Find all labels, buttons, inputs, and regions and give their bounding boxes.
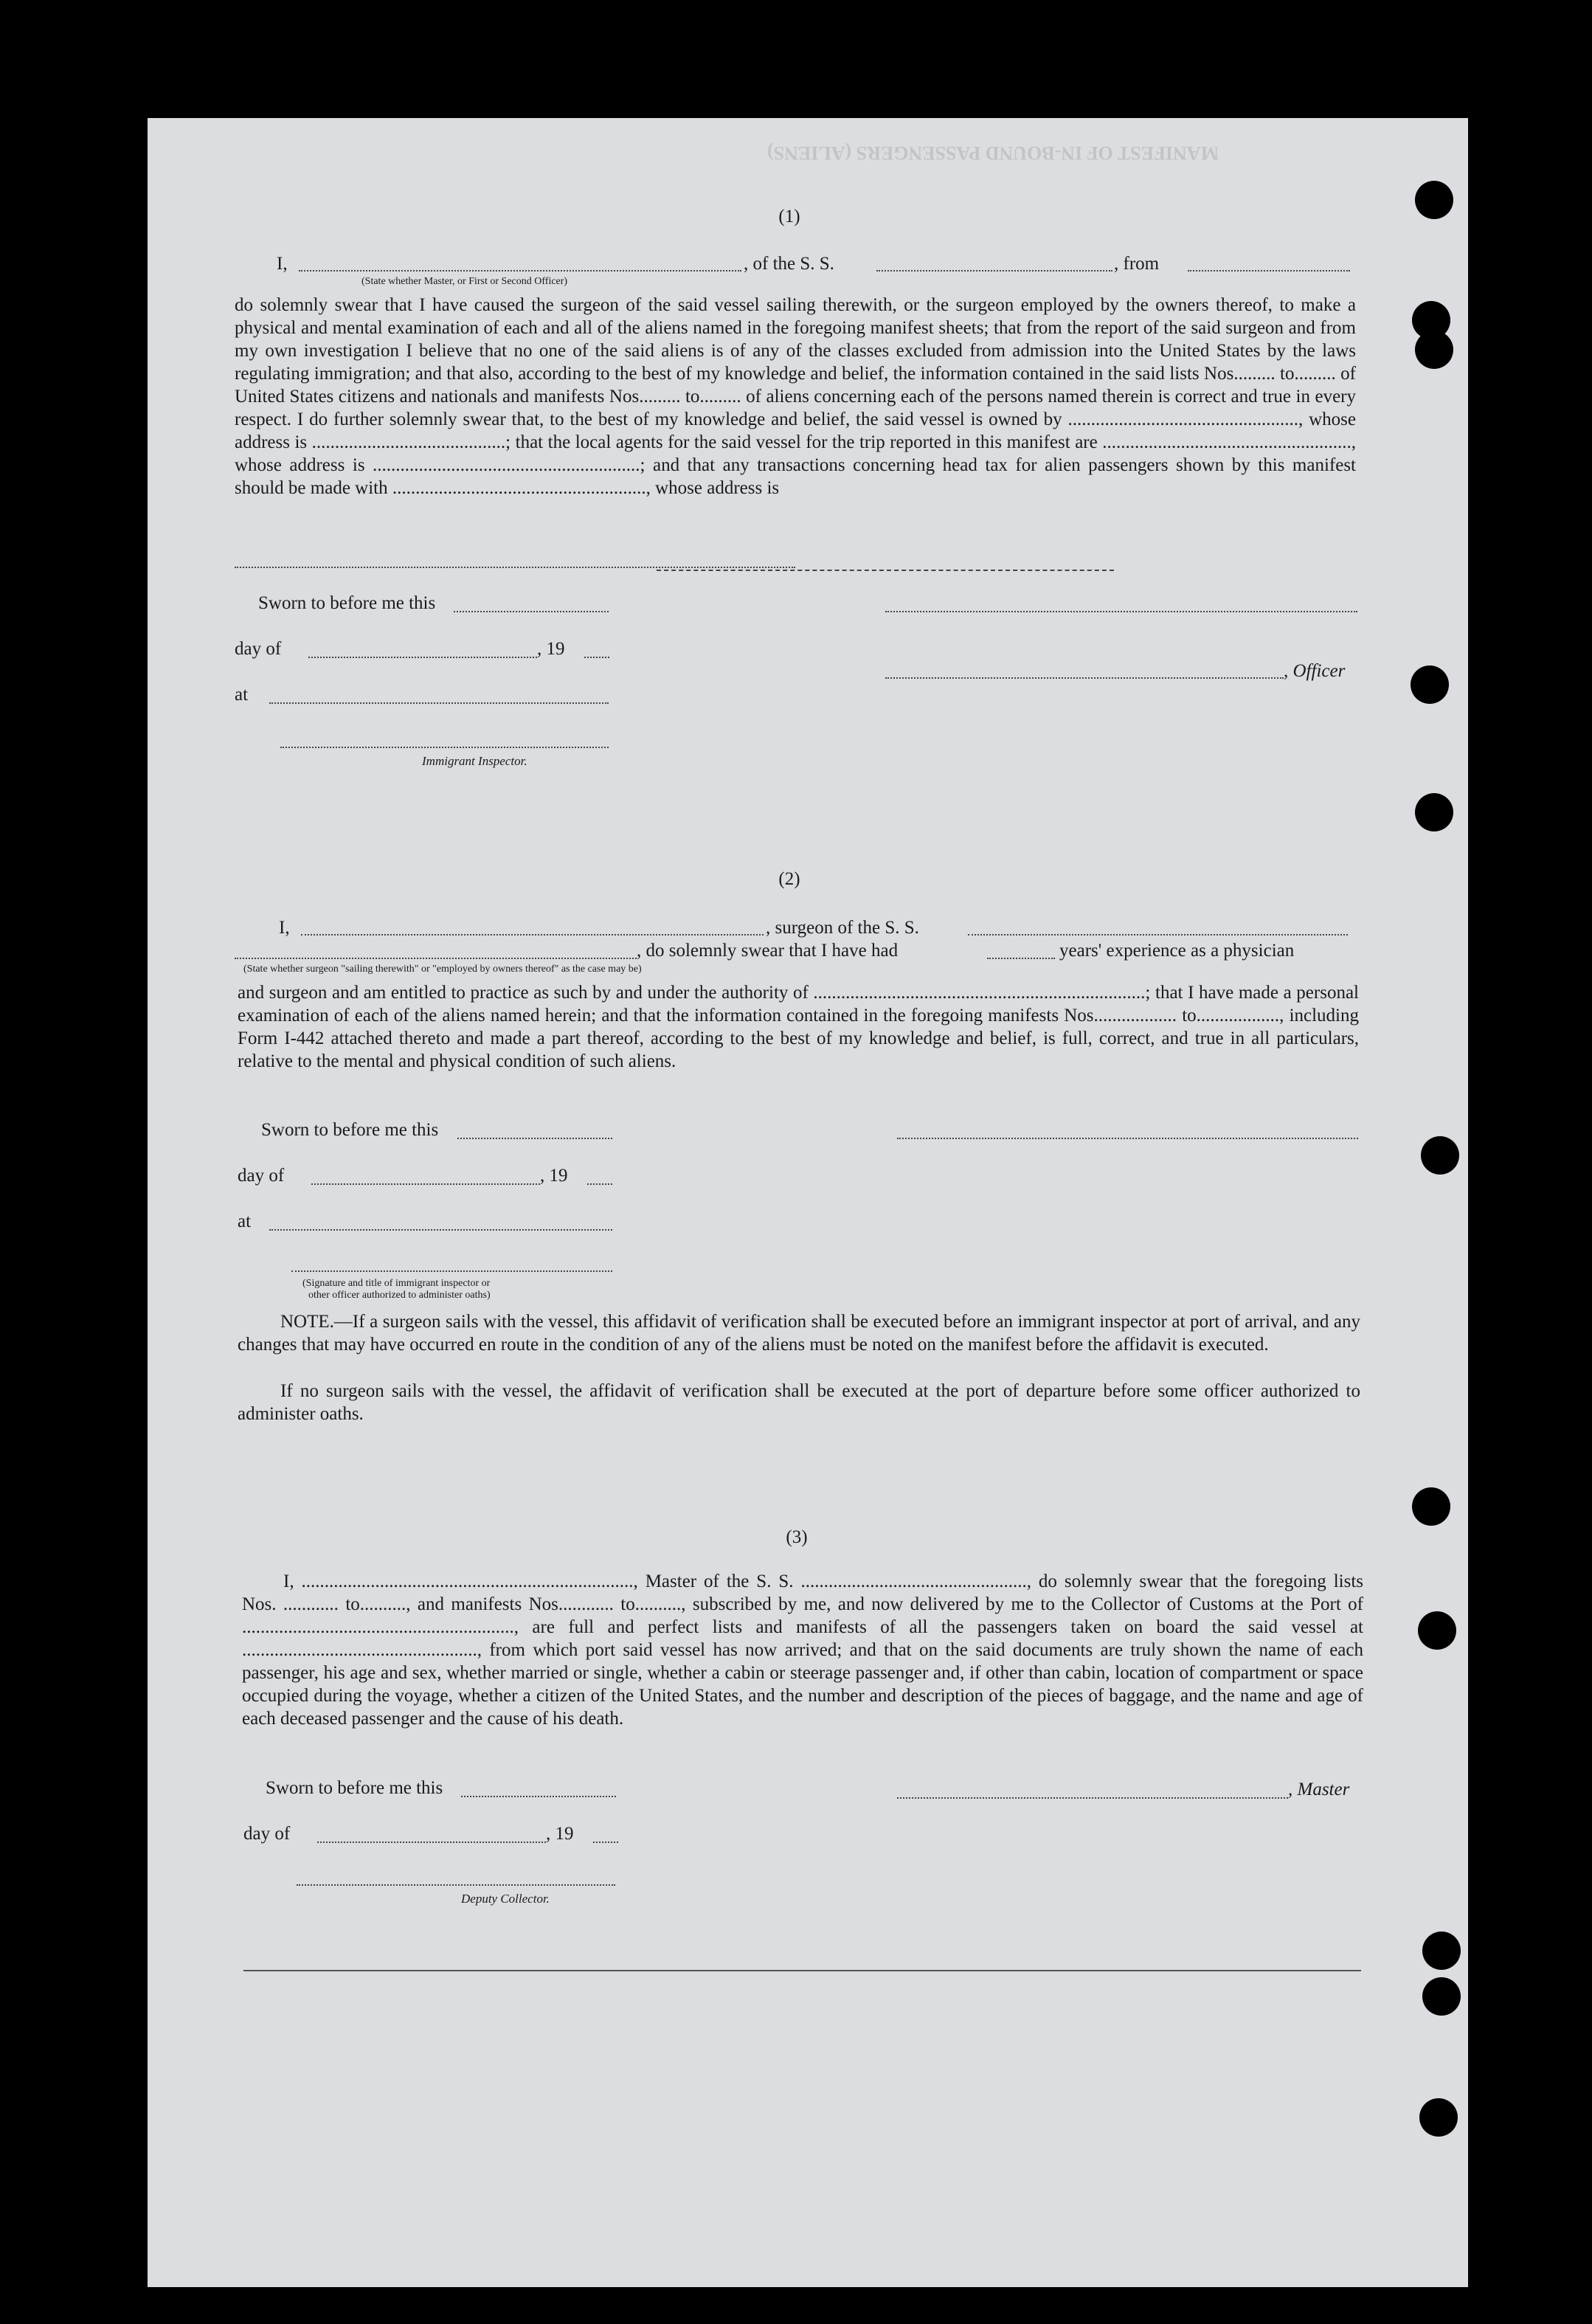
s2-signature-caption-2: other officer authorized to administer oaths) xyxy=(308,1290,491,1301)
s1-agent-address-line xyxy=(235,567,795,568)
s2-year-label: , 19 xyxy=(540,1166,568,1186)
manifest-page xyxy=(148,118,1468,2287)
s1-from-port-line xyxy=(1188,270,1350,272)
s2-day-label: day of xyxy=(238,1166,285,1186)
punch-hole xyxy=(1415,181,1453,219)
section-3-number: (3) xyxy=(786,1527,808,1547)
s2-surgeon-caption: (State whether surgeon "sailing therewith" or "employed by owners thereof" as the case may be) xyxy=(243,964,642,975)
s2-day-line xyxy=(311,1183,540,1185)
s1-officer-line xyxy=(885,677,1284,679)
s3-day-label: day of xyxy=(243,1824,291,1844)
s2-sworn-label: Sworn to before me this xyxy=(261,1120,439,1140)
s1-dashed-line xyxy=(657,570,1114,571)
s1-from-label: , from xyxy=(1114,254,1160,274)
bleed-through-text: MANIFEST OF IN-BOUND PASSENGERS (ALIENS) xyxy=(767,142,1219,164)
punch-hole xyxy=(1419,2098,1458,2137)
s1-officer-caption: (State whether Master, or First or Second Officer) xyxy=(361,276,568,287)
punch-hole xyxy=(1422,1977,1461,2016)
s2-i-label: I, xyxy=(279,918,290,938)
s2-surgeon-signature-line xyxy=(897,1138,1358,1139)
punch-hole xyxy=(1422,1932,1461,1970)
s1-i-label: I, xyxy=(277,254,288,274)
bottom-rule xyxy=(243,1970,1361,1971)
s1-day-label: day of xyxy=(235,639,282,659)
s2-swear-label: , do solemnly swear that I have had xyxy=(637,941,899,961)
s1-of-ss-label: , of the S. S. xyxy=(744,254,834,274)
s3-oath-paragraph: I, ........................................................................, Master of the S. S. ................................................., do solemnly swear that the foregoing lists Nos. ............ to.........., and manifests Nos............ to.........., subscribed by me, and now delivered by me to the Collector of Customs at the Port of ..........................................................., are full and perfect lists and manifests of all the passengers taken on board the said vessel at ..................................................., from which port said vessel has now arrived; and that on the said documents are truly shown the name of each passenger, his age and sex, whether married or single, whether a cabin or steerage passenger and, if other than cabin, location of compartment or space occupied during the voyage, whether a citizen of the United States, and the number and description of the pieces of baggage, and the name and age of each deceased passenger and the cause of his death. xyxy=(242,1571,1363,1729)
s3-master-signature-line xyxy=(897,1797,1288,1799)
s3-deputy-caption: Deputy Collector. xyxy=(461,1892,550,1906)
s1-inspector-caption: Immigrant Inspector. xyxy=(422,754,527,768)
s2-surgeon-name-line xyxy=(301,934,764,936)
s3-sworn-label: Sworn to before me this xyxy=(266,1778,443,1798)
s1-sworn-line xyxy=(454,611,609,612)
s3-master-label: , Master xyxy=(1288,1780,1350,1799)
s2-at-label: at xyxy=(238,1211,252,1231)
s1-inspector-line xyxy=(280,747,609,748)
s3-year-line xyxy=(593,1841,618,1843)
punch-hole xyxy=(1415,793,1453,831)
s2-year-line xyxy=(587,1183,612,1185)
s1-officer-signature-line xyxy=(885,611,1357,612)
s2-at-line xyxy=(269,1229,612,1231)
s2-oath-paragraph: and surgeon and am entitled to practice as such by and under the authority of ........................................................................; that I have made a personal examination of each of the aliens named herein; and that the information contained in the foregoing manifests Nos.................. to.................., including Form I-442 attached thereto and made a part thereof, according to the best of my knowledge and belief, is full, correct, and true in all particulars, relative to the mental and physical condition of such aliens. xyxy=(238,983,1359,1071)
s3-collector-line xyxy=(297,1884,615,1886)
s3-year-label: , 19 xyxy=(546,1824,574,1844)
s1-year-line xyxy=(584,657,609,658)
section-2-number: (2) xyxy=(778,869,800,889)
s2-note-1: NOTE.—If a surgeon sails with the vessel, this affidavit of verification shall be executed before an immigrant inspector at port of arrival, and any changes that may have occurred en route in the condition of any of the aliens must be noted on the manifest before the affidavit is executed. xyxy=(238,1312,1360,1355)
s2-years-label: years' experience as a physician xyxy=(1059,941,1295,961)
s1-day-line xyxy=(308,657,537,658)
s2-note-2: If no surgeon sails with the vessel, the affidavit of verification shall be executed at the port of departure before some officer authorized to administer oaths. xyxy=(238,1381,1360,1424)
s1-officer-name-line xyxy=(299,270,741,272)
section-1-number: (1) xyxy=(778,207,800,226)
s1-at-line xyxy=(269,702,609,704)
s1-at-label: at xyxy=(235,685,249,705)
s2-years-line xyxy=(987,958,1055,959)
s1-sworn-label: Sworn to before me this xyxy=(258,593,436,613)
s2-signature-caption-1: (Signature and title of immigrant inspector or xyxy=(302,1278,491,1289)
s1-officer-label: , Officer xyxy=(1284,661,1346,681)
punch-hole xyxy=(1411,665,1449,704)
punch-hole xyxy=(1418,1611,1456,1650)
punch-hole xyxy=(1421,1136,1459,1175)
s2-sworn-line xyxy=(457,1138,612,1139)
s1-year-label: , 19 xyxy=(537,639,565,659)
s2-status-line xyxy=(235,958,637,959)
s1-oath-paragraph: do solemnly swear that I have caused the surgeon of the said vessel sailing therewith, or the surgeon employed by the owners thereof, to make a physical and mental examination of each and all of the aliens named in the foregoing manifest sheets; that from the report of the said surgeon and from my own investigation I believe that no one of the said aliens is of any of the classes excluded from admission into the United States by the laws regulating immigration; and that also, according to the best of my knowledge and belief, the information contained in the said lists Nos......... to......... of United States citizens and nationals and manifests Nos......... to......... of aliens concerning each of the persons named therein is correct and true in every respect. I do further solemnly swear that, to the best of my knowledge and belief, the said vessel is owned by .................................................., whose address is ..........................................; that the local agents for the said vessel for the trip reported in this manifest are ......................................................, whose address is ..........................................................; and that any transactions concerning head tax for alien passengers shown by this manifest should be made with ......................................................., whose address is xyxy=(235,295,1356,498)
punch-hole xyxy=(1412,1487,1450,1526)
s2-surgeon-label: , surgeon of the S. S. xyxy=(766,918,919,938)
s1-ship-name-line xyxy=(876,270,1112,272)
s2-inspector-line xyxy=(291,1270,612,1272)
punch-hole xyxy=(1415,331,1453,369)
s3-day-line xyxy=(317,1841,546,1843)
s3-sworn-line xyxy=(461,1796,616,1797)
s2-ship-line xyxy=(968,934,1348,936)
